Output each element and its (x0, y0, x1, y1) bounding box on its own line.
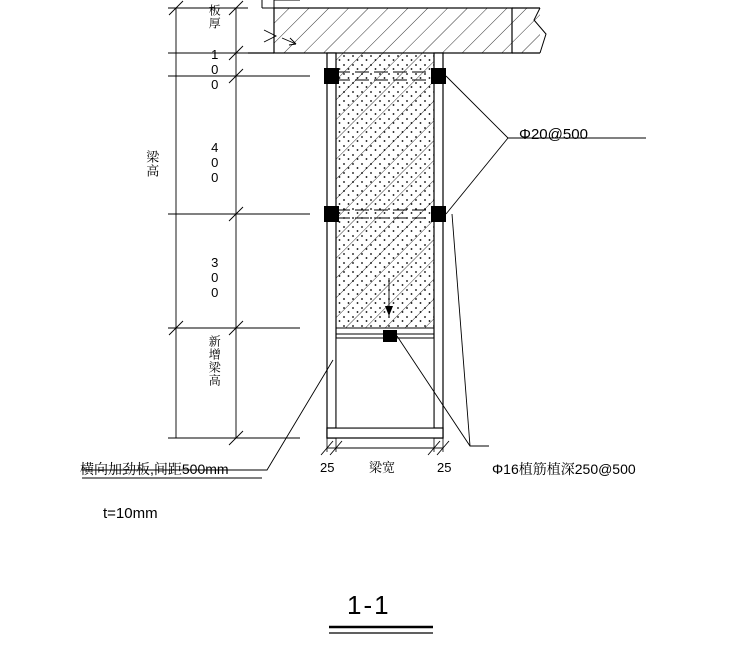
dim-300: 300 (207, 255, 223, 300)
drawing-title: 1-1 (347, 590, 391, 620)
label-rebar-top: Φ20@500 (519, 126, 588, 143)
label-planted-rebar: Φ16植筋植深250@500 (492, 461, 636, 477)
label-beam-height: 梁高 (144, 150, 160, 178)
width-dimensions (321, 441, 449, 455)
label-slab-thickness: 板厚 (207, 4, 222, 30)
dim-100: 100 (207, 47, 223, 92)
dim-400: 400 (207, 140, 223, 185)
label-stiffener-plate: 横向加劲板,间距500mm (80, 461, 229, 477)
dim-left-25: 25 (320, 460, 335, 475)
existing-slab (248, 0, 546, 53)
label-new-beam-height: 新增梁高 (207, 335, 222, 387)
planted-rebar-marker (383, 330, 397, 342)
label-stiffener-thickness: t=10mm (103, 505, 158, 522)
title-underline (329, 627, 433, 633)
new-beam-body (327, 53, 443, 452)
label-beam-width: 梁宽 (369, 460, 396, 475)
dim-right-25: 25 (437, 460, 452, 475)
dimension-lines (168, 1, 310, 445)
